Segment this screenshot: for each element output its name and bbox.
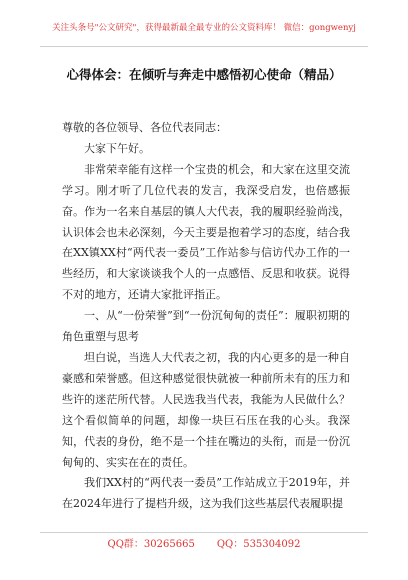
footer-contact <box>0 538 408 552</box>
paragraph-2: 非常荣幸能有这样一个宝贵的机会，和大家在这里交流学习。刚才听了几位代表的发言，我深受启发，也倍感振奋。作为一名来自基层的镇人大代表，我的履职经验尚浅，认识体会也未必深刻，今天主要是抱着学习的态度，结合我在XX镇XX村“两代表一委员”工作站参与信访代办工作的一些经历，和大家谈谈我个人的一点感悟、反思和收获。说得不对的地方，还请大家批评指正。 <box>62 162 350 302</box>
paragraph-1: 大家下午好。 <box>84 141 150 155</box>
document-title: 心得体会：在倾听与奔走中感悟初心使命（精品） <box>66 67 342 82</box>
footer-divider <box>40 532 368 533</box>
greeting: 尊敬的各位领导、各位代表同志： <box>62 121 227 134</box>
header-promo-text: 关注头条号"公文研究"，获得最新最全最专业的公文资料库！ 微信：gongwenyj <box>52 23 356 33</box>
section-heading-1: 一、从“一份荣誉”到“一份沉甸甸的责任”：履职初期的角色重塑与思考 <box>62 309 350 344</box>
footer-qq: QQ：535304092 <box>216 539 301 550</box>
paragraph-4: 我们XX村的“两代表一委员”工作站成立于2019年，并在2024年进行了提档升级，这为我们这些基层代表履职提 <box>62 476 350 511</box>
paragraph-3: 坦白说，当选人大代表之初，我的内心更多的是一种自豪感和荣誉感。但这种感觉很快就被一种前所未有的压力和些许的迷茫所代替。人民选我当代表，我能为人民做什么？这个看似简单的问题，却像一块巨石压在我的心头。我深知，代表的身份，绝不是一个挂在嘴边的头衔，而是一份沉甸甸的、实实在在的责任。 <box>62 350 350 469</box>
footer-qq-group: QQ群：30265665 <box>107 539 195 550</box>
document-body <box>62 118 350 515</box>
header-divider <box>40 46 368 47</box>
